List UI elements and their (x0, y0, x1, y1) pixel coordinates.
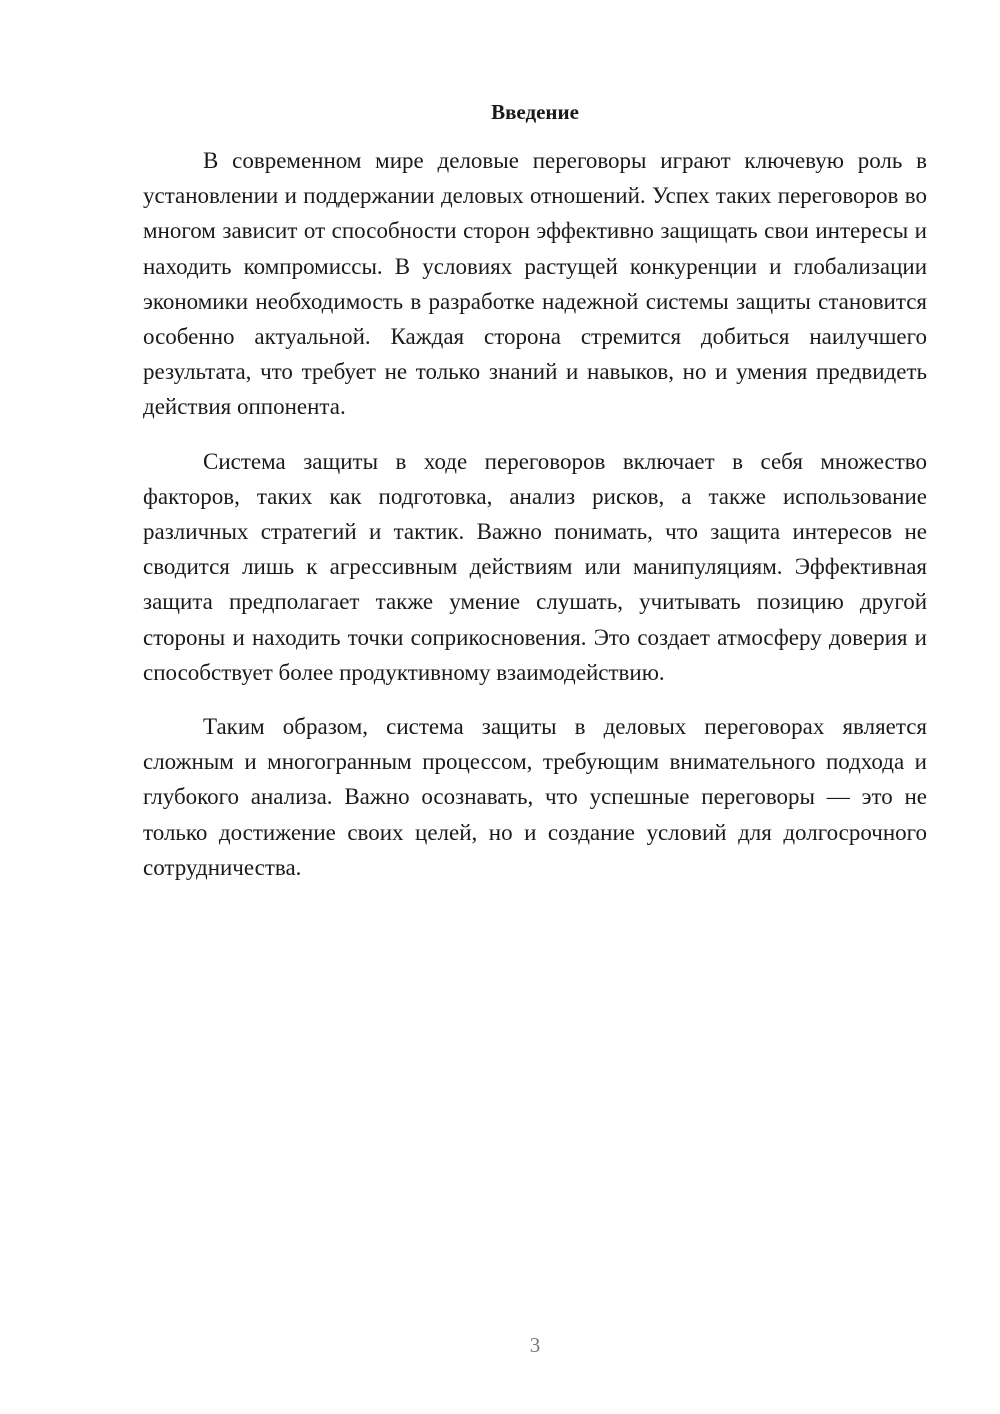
paragraph-1: В современном мире деловые переговоры играют ключевую роль в установлении и поддержании деловых отношений. Успех таких переговоров во многом зависит от способности сторон эффективно защищать свои интересы и находить компромиссы. В условиях растущей конкуренции и глобализации экономики необходимость в разработке надежной системы защиты становится особенно актуальной. Каждая сторона стремится добиться наилучшего результата, что требует не только знаний и навыков, но и умения предвидеть действия оппонента. (143, 148, 927, 420)
body-text (143, 143, 927, 904)
paragraph-2: Система защиты в ходе переговоров включает в себя множество факторов, таких как подготовка, анализ рисков, а также использование различных стратегий и тактик. Важно понимать, что защита интересов не сводится лишь к агрессивным действиям или манипуляциям. Эффективная защита предполагает также умение слушать, учитывать позицию другой стороны и находить точки соприкосновения. Это создает атмосферу доверия и способствует более продуктивному взаимодействию. (143, 448, 927, 685)
paragraph-3: Таким образом, система защиты в деловых переговорах является сложным и многогранным процессом, требующим внимательного подхода и глубокого анализа. Важно осознавать, что успешные переговоры — это не только достижение своих целей, но и создание условий для долгосрочного сотрудничества. (143, 714, 927, 880)
page-number: 3 (529, 1333, 541, 1357)
section-title: Введение (491, 100, 579, 124)
